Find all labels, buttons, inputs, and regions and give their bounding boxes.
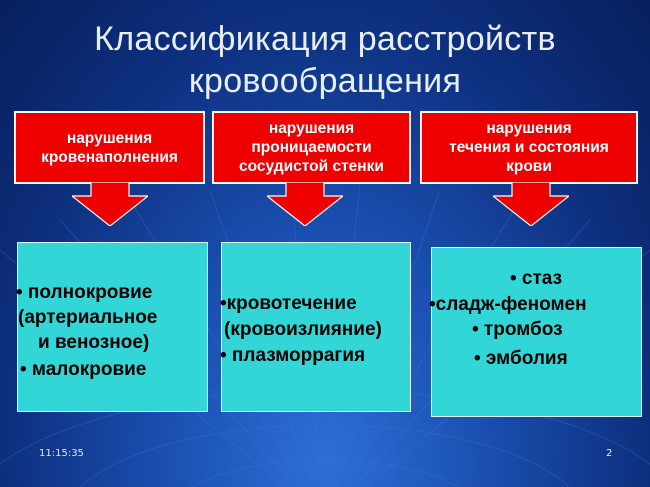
category-line: проницаемости — [251, 139, 372, 156]
footer-page-number: 2 — [606, 448, 613, 459]
box-item: •сладж-феномен — [429, 294, 587, 315]
content-box-vessel-permeability — [221, 242, 411, 412]
slide-title — [0, 18, 650, 102]
category-line: крови — [506, 158, 552, 175]
title-line-2: кровообращения — [188, 62, 462, 100]
down-arrow-icon — [267, 182, 343, 226]
category-line: нарушения — [268, 120, 355, 137]
box-item: • стаз — [510, 268, 563, 289]
box-item: (кровоизлияние) — [224, 319, 382, 340]
category-line: кровенаполнения — [41, 148, 178, 166]
category-blood-filling — [14, 111, 205, 184]
footer-time: 11:15:35 — [39, 448, 84, 459]
box-item: • малокровие — [20, 359, 147, 380]
box-item: • эмболия — [474, 348, 568, 369]
box-item: •кровотечение — [220, 293, 357, 314]
down-arrow-icon — [72, 182, 148, 226]
category-blood-flow — [420, 111, 638, 184]
content-box-blood-flow — [431, 247, 642, 417]
box-item: • плазморрагия — [220, 345, 366, 366]
box-item: (артериальное — [18, 307, 158, 328]
category-line: нарушения — [486, 120, 572, 137]
category-vessel-permeability — [212, 111, 411, 184]
down-arrow-icon — [493, 182, 569, 226]
category-line: нарушения — [66, 129, 153, 147]
category-line: сосудистой стенки — [239, 158, 384, 175]
box-item: • полнокровие — [16, 282, 153, 303]
box-item: и венозное) — [38, 332, 150, 353]
box-item: • тромбоз — [472, 319, 563, 340]
content-box-blood-filling — [17, 242, 208, 412]
category-line: течения и состояния — [449, 139, 609, 156]
title-line-1: Классификация расстройств — [94, 20, 556, 58]
